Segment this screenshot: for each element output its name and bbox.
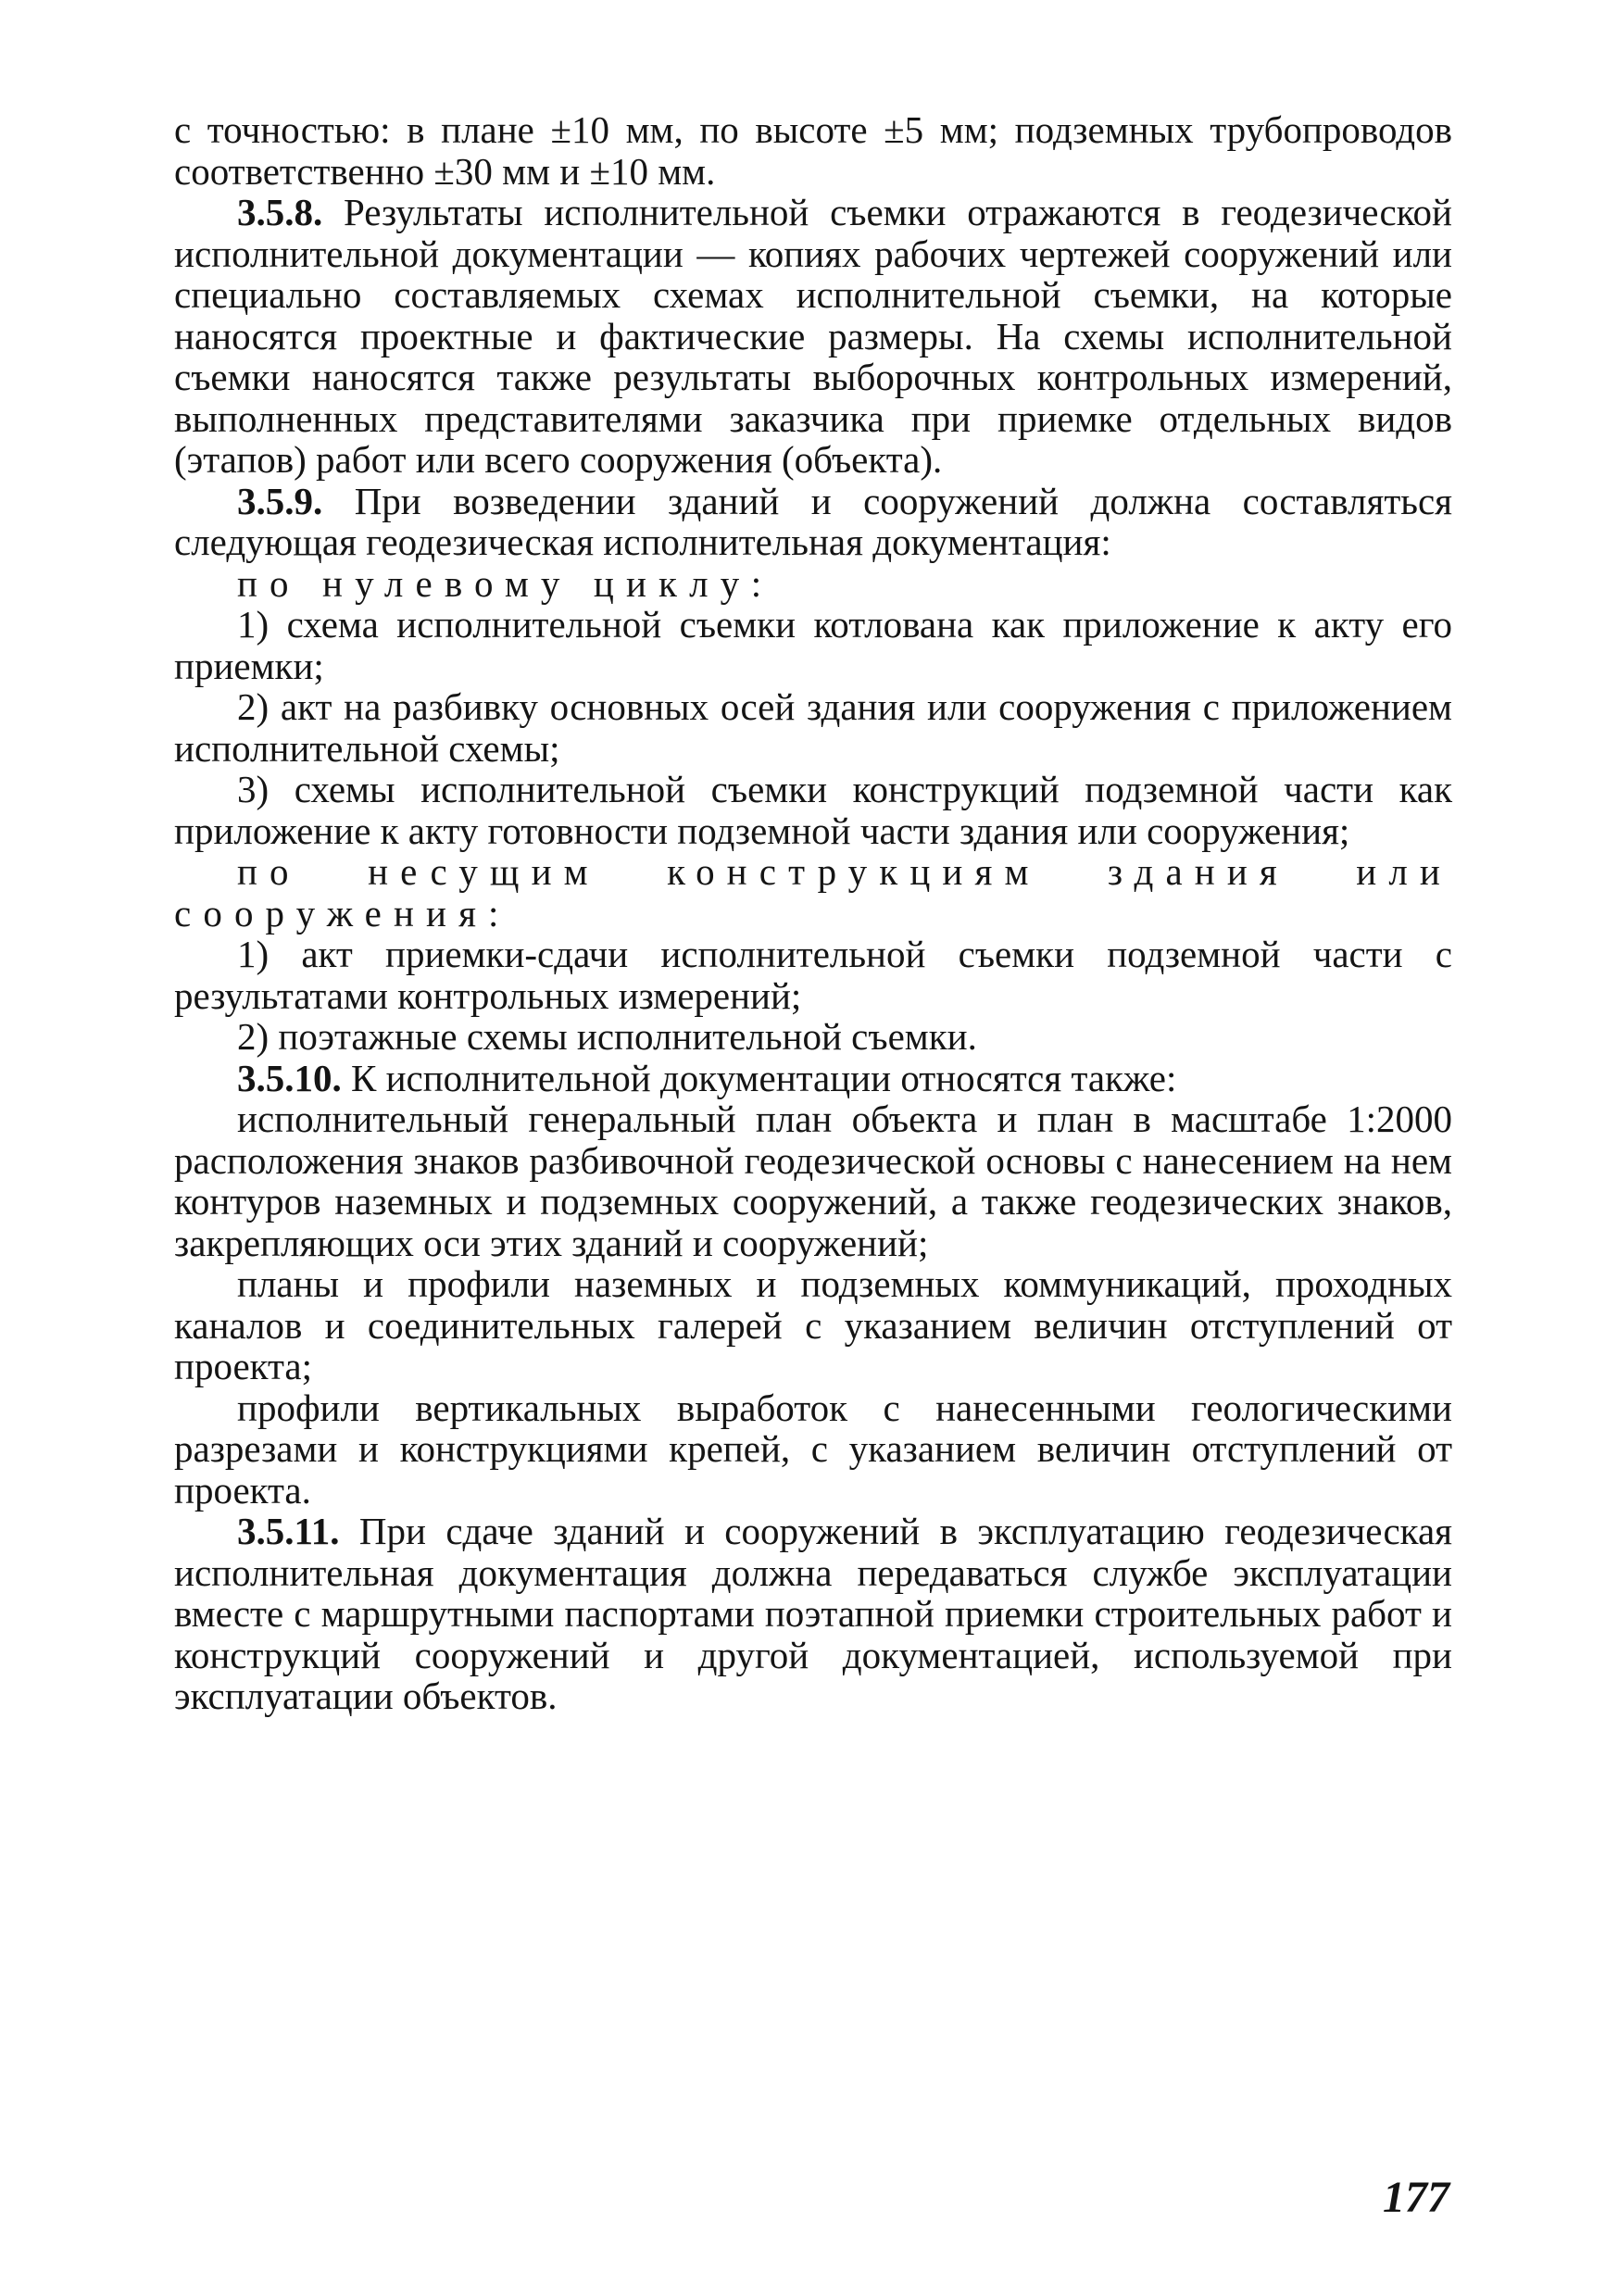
paragraph-text: с точностью: в плане ±10 мм, по высоте ±5 мм; подземных трубопроводов соответственно ±30 мм и ±10 мм.	[174, 108, 1452, 193]
clause-text: При сдаче зданий и сооружений в эксплуатацию геодезическая исполнительная документация должна передаваться службе эксплуатации вместе с маршрутными паспортами поэтапной приемки строительных работ и конструкций сооружений и другой документацией, используемой при эксплуатации объектов.	[174, 1510, 1452, 1717]
clause-number: 3.5.9.	[237, 479, 323, 522]
subheading-load-bearing: по несущим конструкциям здания или сооружения:	[174, 850, 1452, 935]
subheading-zero-cycle: по нулевому циклу:	[237, 561, 774, 605]
clause-number: 3.5.8.	[237, 191, 323, 233]
clause-3-5-9	[174, 481, 1452, 563]
list-item: планы и профили наземных и подземных коммуникаций, проходных каналов и соединительных галерей с указанием величин отступлений от проекта;	[174, 1262, 1452, 1387]
list-item: 1) схема исполнительной съемки котлована как приложение к акту его приемки;	[174, 603, 1452, 687]
clause-text: Результаты исполнительной съемки отражаются в геодезической исполнительной документации — копиях рабочих чертежей сооружений или специально составляемых схемах исполнительной съемки, на которые наносятся проектные и фактические размеры. На схемы исполнительной съемки наносятся также результаты выборочных контрольных измерений, выполненных представителями заказчика при приемке отдельных видов (этапов) работ или всего сооружения (объекта).	[174, 191, 1452, 481]
list-item: 2) поэтажные схемы исполнительной съемки.	[237, 1015, 977, 1058]
list-item: профили вертикальных выработок с нанесенными геологическими разрезами и конструкциями крепей, с указанием величин отступлений от проекта.	[174, 1386, 1452, 1512]
clause-number: 3.5.10.	[237, 1056, 342, 1099]
paragraph-continuation	[174, 109, 1452, 192]
list-item: 3) схемы исполнительной съемки конструкций подземной части как приложение к акту готовности подземной части здания или сооружения;	[174, 768, 1452, 852]
clause-3-5-10	[174, 1058, 1452, 1099]
clause-3-5-8	[174, 192, 1452, 481]
list-item: 1) акт приемки-сдачи исполнительной съемки подземной части с результатами контрольных измерений;	[174, 933, 1452, 1017]
clause-text: При возведении зданий и сооружений должна составляться следующая геодезическая исполнительная документация:	[174, 479, 1453, 563]
page-number: 177	[1383, 2173, 1449, 2222]
clause-text: К исполнительной документации относятся также:	[351, 1056, 1177, 1099]
list-item: 2) акт на разбивку основных осей здания или сооружения с приложением исполнительной схемы;	[174, 685, 1452, 770]
body-text	[174, 109, 1452, 1717]
list-item: исполнительный генеральный план объекта и план в масштабе 1:2000 расположения знаков разбивочной геодезической основы с нанесением на нем контуров наземных и подземных сооружений, а также геодезических знаков, закрепляющих оси этих зданий и сооружений;	[174, 1098, 1452, 1264]
clause-3-5-11	[174, 1511, 1452, 1717]
clause-number: 3.5.11.	[237, 1510, 340, 1552]
